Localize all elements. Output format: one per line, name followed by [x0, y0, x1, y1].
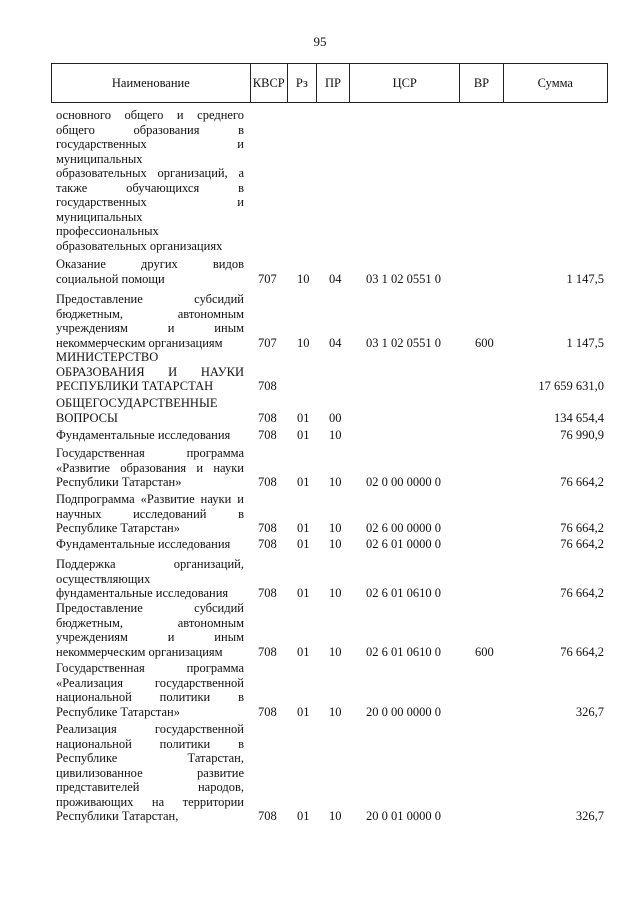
row-name — [56, 601, 244, 659]
cell-pr: 10 — [329, 586, 342, 600]
cell-sum: 326,7 — [575, 704, 604, 719]
cell-pr: 10 — [329, 537, 342, 551]
row-name-line: Подпрограмма «Развитие науки и — [56, 492, 244, 506]
row-name-line: муниципальных — [56, 151, 143, 166]
cell-sum: 326,7 — [575, 809, 604, 823]
row-name-line: бюджетным, автономным — [56, 615, 244, 630]
cell-csr: 03 1 02 0551 0 — [366, 335, 441, 350]
cell-kvsr: 708 — [258, 521, 277, 535]
cell-sum: 1 147,5 — [566, 271, 604, 286]
table-row — [0, 661, 640, 719]
cell-rz: 01 — [297, 521, 310, 535]
table-row — [0, 396, 640, 425]
row-name-line: социальной помощи — [56, 271, 165, 286]
row-name-line: Оказание других видов — [56, 257, 244, 271]
row-name-line: Государственная программа — [56, 446, 244, 460]
cell-kvsr: 708 — [258, 704, 277, 719]
cell-csr: 02 0 00 0000 0 — [366, 475, 441, 489]
row-name-line: Поддержка организаций, — [56, 557, 244, 571]
row-name-line: также обучающихся в — [56, 180, 244, 195]
row-name-line: учреждениям и иным — [56, 630, 244, 644]
header-name: Наименование — [52, 64, 251, 103]
row-name-line: фундаментальные исследования — [56, 586, 229, 600]
cell-rz: 01 — [297, 586, 310, 600]
row-name-line: Предоставление субсидий — [56, 292, 244, 306]
cell-rz: 10 — [297, 335, 310, 350]
row-name — [56, 661, 244, 719]
cell-sum: 76 990,9 — [560, 428, 604, 442]
row-name-line: национальной политики в — [56, 736, 244, 751]
cell-sum: 76 664,2 — [560, 537, 604, 551]
cell-pr: 10 — [329, 644, 342, 659]
header-csr: ЦСР — [350, 64, 460, 103]
table-row — [0, 492, 640, 536]
cell-pr: 04 — [329, 271, 342, 286]
row-name-line: Реализация государственной — [56, 722, 244, 736]
row-name-line: ВОПРОСЫ — [56, 410, 118, 425]
row-name — [56, 396, 244, 425]
row-name-line: образовательных организациях — [56, 238, 223, 253]
row-name-line: Предоставление субсидий — [56, 601, 244, 615]
table-row — [0, 557, 640, 601]
table-row — [0, 537, 640, 552]
row-name-line: Республике Татарстан» — [56, 704, 180, 719]
row-name-line: некоммерческим организациям — [56, 644, 223, 659]
row-name-line: государственных и — [56, 195, 244, 209]
table-row — [0, 722, 640, 824]
row-name-line: Фундаментальные исследования — [56, 537, 231, 551]
table-row — [0, 257, 640, 286]
cell-rz: 01 — [297, 475, 310, 489]
cell-kvsr: 708 — [258, 809, 277, 823]
table-row — [0, 108, 640, 253]
cell-pr: 00 — [329, 410, 342, 425]
cell-kvsr: 708 — [258, 644, 277, 659]
cell-csr: 02 6 00 0000 0 — [366, 521, 441, 535]
cell-sum: 1 147,5 — [566, 335, 604, 350]
row-name-line: «Реализация государственной — [56, 675, 244, 690]
table-row — [0, 292, 640, 350]
row-name-line: цивилизованное развитие — [56, 765, 244, 780]
row-name — [56, 446, 244, 490]
row-name-line: муниципальных — [56, 209, 143, 224]
row-name-line: образовательных организаций, а — [56, 166, 244, 180]
row-name-line: Государственная программа — [56, 661, 244, 675]
cell-kvsr: 708 — [258, 537, 277, 551]
row-name-line: проживающих на территории — [56, 794, 244, 809]
table-row — [0, 446, 640, 490]
row-name-line: Республике Татарстан» — [56, 521, 180, 535]
row-name-line: профессиональных — [56, 224, 159, 238]
cell-pr: 04 — [329, 335, 342, 350]
row-name-line: Республики Татарстан» — [56, 475, 182, 489]
cell-csr: 02 6 01 0000 0 — [366, 537, 441, 551]
table-row — [0, 601, 640, 659]
row-name-line: национальной политики в — [56, 690, 244, 704]
cell-sum: 76 664,2 — [560, 644, 604, 659]
cell-rz: 01 — [297, 704, 310, 719]
cell-rz: 01 — [297, 537, 310, 551]
cell-pr: 10 — [329, 521, 342, 535]
row-name — [56, 557, 244, 601]
cell-vr: 600 — [475, 644, 494, 659]
cell-kvsr: 708 — [258, 379, 277, 393]
cell-sum: 76 664,2 — [560, 475, 604, 489]
cell-kvsr: 708 — [258, 586, 277, 600]
row-name-line: учреждениям и иным — [56, 321, 244, 335]
row-name — [56, 492, 244, 536]
header-pr: ПР — [316, 64, 349, 103]
row-name-line: бюджетным, автономным — [56, 306, 244, 321]
row-name — [56, 292, 244, 350]
cell-pr: 10 — [329, 704, 342, 719]
row-name — [56, 537, 244, 552]
cell-csr: 03 1 02 0551 0 — [366, 271, 441, 286]
cell-kvsr: 708 — [258, 410, 277, 425]
header-vr: ВР — [460, 64, 503, 103]
row-name — [56, 350, 244, 394]
row-name-line: общего образования в — [56, 122, 244, 137]
header-sum: Сумма — [503, 64, 607, 103]
cell-rz: 01 — [297, 428, 310, 442]
cell-pr: 10 — [329, 475, 342, 489]
row-name-line: ОБЩЕГОСУДАРСТВЕННЫЕ — [56, 396, 218, 410]
row-name-line: «Развитие образования и науки — [56, 460, 244, 475]
cell-sum: 134 654,4 — [554, 410, 604, 425]
cell-kvsr: 708 — [258, 428, 277, 442]
cell-pr: 10 — [329, 809, 342, 823]
cell-csr: 02 6 01 0610 0 — [366, 586, 441, 600]
cell-kvsr: 708 — [258, 475, 277, 489]
cell-csr: 20 0 01 0000 0 — [366, 809, 441, 823]
row-name — [56, 722, 244, 824]
cell-vr: 600 — [475, 335, 494, 350]
cell-sum: 76 664,2 — [560, 521, 604, 535]
row-name-line: МИНИСТЕРСТВО — [56, 350, 159, 364]
row-name-line: представителей народов, — [56, 780, 244, 794]
row-name-line: основного общего и среднего — [56, 108, 244, 122]
header-kvsr: КВСР — [250, 64, 287, 103]
cell-rz: 01 — [297, 644, 310, 659]
cell-sum: 17 659 631,0 — [538, 379, 604, 393]
row-name-line: Республики Татарстан, — [56, 809, 179, 823]
cell-kvsr: 707 — [258, 335, 277, 350]
row-name-line: ОБРАЗОВАНИЯ И НАУКИ — [56, 364, 244, 379]
row-name-line: Республике Татарстан, — [56, 751, 244, 765]
cell-rz: 10 — [297, 271, 310, 286]
row-name-line: РЕСПУБЛИКИ ТАТАРСТАН — [56, 379, 214, 393]
cell-sum: 76 664,2 — [560, 586, 604, 600]
row-name — [56, 428, 244, 443]
row-name-line: научных исследований в — [56, 506, 244, 521]
row-name-line: некоммерческим организациям — [56, 335, 223, 350]
row-name-line: Фундаментальные исследования — [56, 428, 231, 442]
table-row — [0, 428, 640, 443]
cell-csr: 20 0 00 0000 0 — [366, 704, 441, 719]
row-name — [56, 108, 244, 253]
table-row — [0, 350, 640, 394]
row-name-line: осуществляющих — [56, 571, 151, 586]
table-header — [51, 63, 608, 103]
row-name — [56, 257, 244, 286]
header-rz: Рз — [287, 64, 316, 103]
cell-kvsr: 707 — [258, 271, 277, 286]
cell-rz: 01 — [297, 809, 310, 823]
cell-csr: 02 6 01 0610 0 — [366, 644, 441, 659]
row-name-line: государственных и — [56, 137, 244, 151]
cell-rz: 01 — [297, 410, 310, 425]
page-number: 95 — [313, 34, 327, 49]
cell-pr: 10 — [329, 428, 342, 442]
